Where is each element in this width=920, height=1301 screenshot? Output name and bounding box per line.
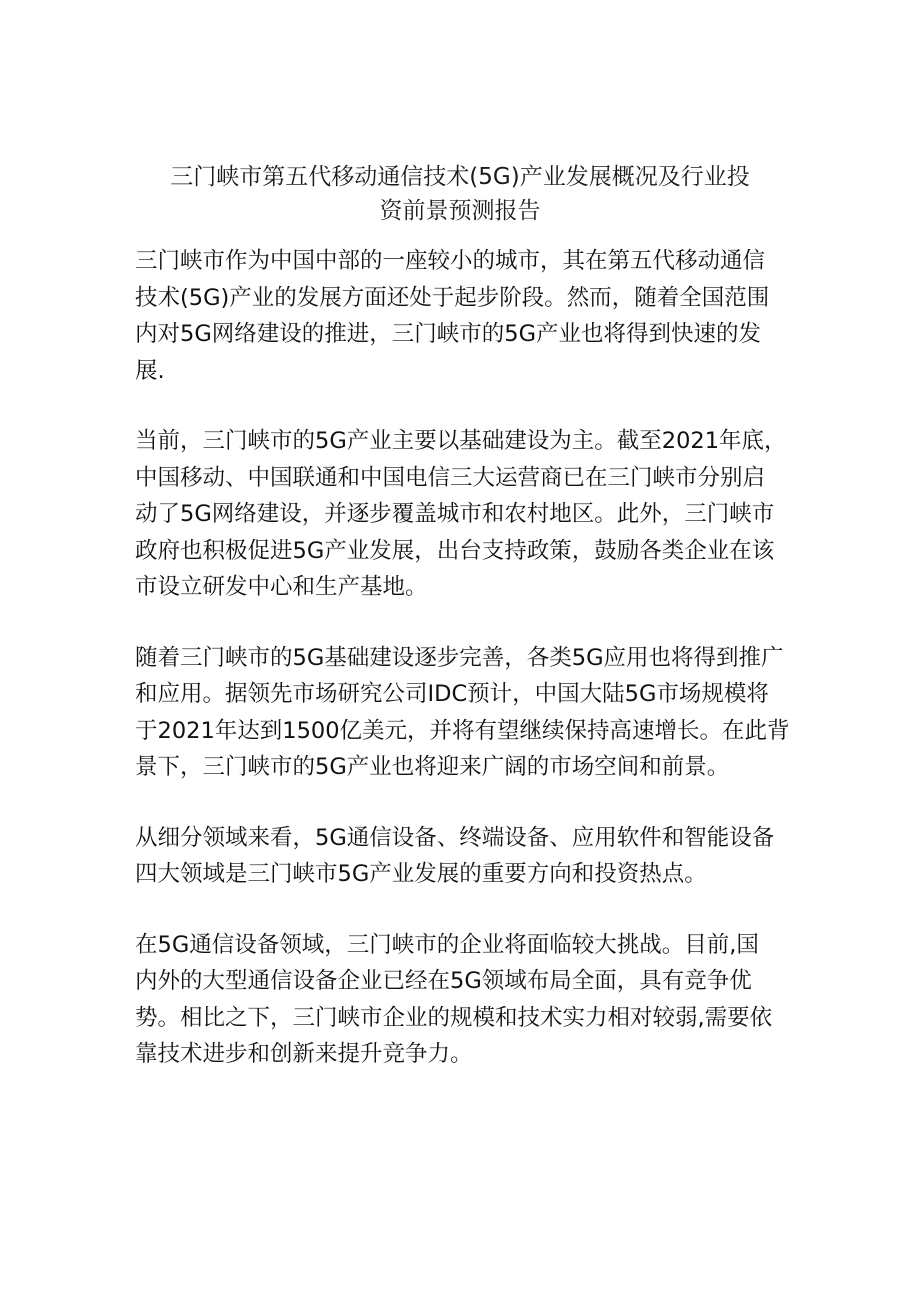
paragraph-2 <box>135 423 795 606</box>
title-line: 资前景预测报告 <box>379 198 541 224</box>
document-body <box>135 243 795 1107</box>
paragraph-5 <box>135 927 795 1073</box>
text-line: 政府也积极促进5G产业发展，出台支持政策，鼓励各类企业在该 <box>135 537 775 564</box>
text-line: 和应用。据领先市场研究公司IDC预计，中国大陆5G市场规模将 <box>135 681 769 707</box>
text-line: 内对5G网络建设的推进，三门峡市的5G产业也将得到快速的发 <box>135 321 762 347</box>
text-line: 内外的大型通信设备企业已经在5G领域布局全面，具有竞争优 <box>135 968 752 994</box>
text-line: 随着三门峡市的5G基础建设逐步完善，各类5G应用也将得到推广 <box>135 644 784 671</box>
text-line: 技术(5G)产业的发展方面还处于起步阶段。然而，随着全国范围 <box>135 284 770 311</box>
text-line: 市设立研发中心和生产基地。 <box>135 574 428 600</box>
text-line: 展. <box>135 357 165 384</box>
text-line: 动了5G网络建设，并逐步覆盖城市和农村地区。此外，三门峡市 <box>135 501 775 527</box>
text-line: 中国移动、中国联通和中国电信三大运营商已在三门峡市分别启 <box>135 464 766 491</box>
text-line: 从细分领域来看，5G通信设备、终端设备、应用软件和智能设备 <box>135 824 775 851</box>
text-line: 景下，三门峡市的5G产业也将迎来广阔的市场空间和前景。 <box>135 754 730 780</box>
paragraph-4 <box>135 820 795 893</box>
text-line: 于2021年达到1500亿美元，并将有望继续保持高速增长。在此背 <box>135 717 790 744</box>
text-line: 靠技术进步和创新来提升竞争力。 <box>135 1041 473 1067</box>
document-title <box>130 160 790 228</box>
paragraph-1 <box>135 243 795 389</box>
text-line: 四大领域是三门峡市5G产业发展的重要方向和投资热点。 <box>135 861 707 887</box>
text-line: 势。相比之下，三门峡市企业的规模和技术实力相对较弱,需要依 <box>135 1004 773 1031</box>
title-line: 三门峡市第五代移动通信技术(5G)产业发展概况及行业投 <box>170 164 750 190</box>
text-line: 在5G通信设备领域，三门峡市的企业将面临较大挑战。目前,国 <box>135 931 759 958</box>
text-line: 三门峡市作为中国中部的一座较小的城市，其在第五代移动通信 <box>135 248 766 274</box>
text-line: 当前，三门峡市的5G产业主要以基础建设为主。截至2021年底， <box>135 428 787 454</box>
paragraph-3 <box>135 640 795 786</box>
